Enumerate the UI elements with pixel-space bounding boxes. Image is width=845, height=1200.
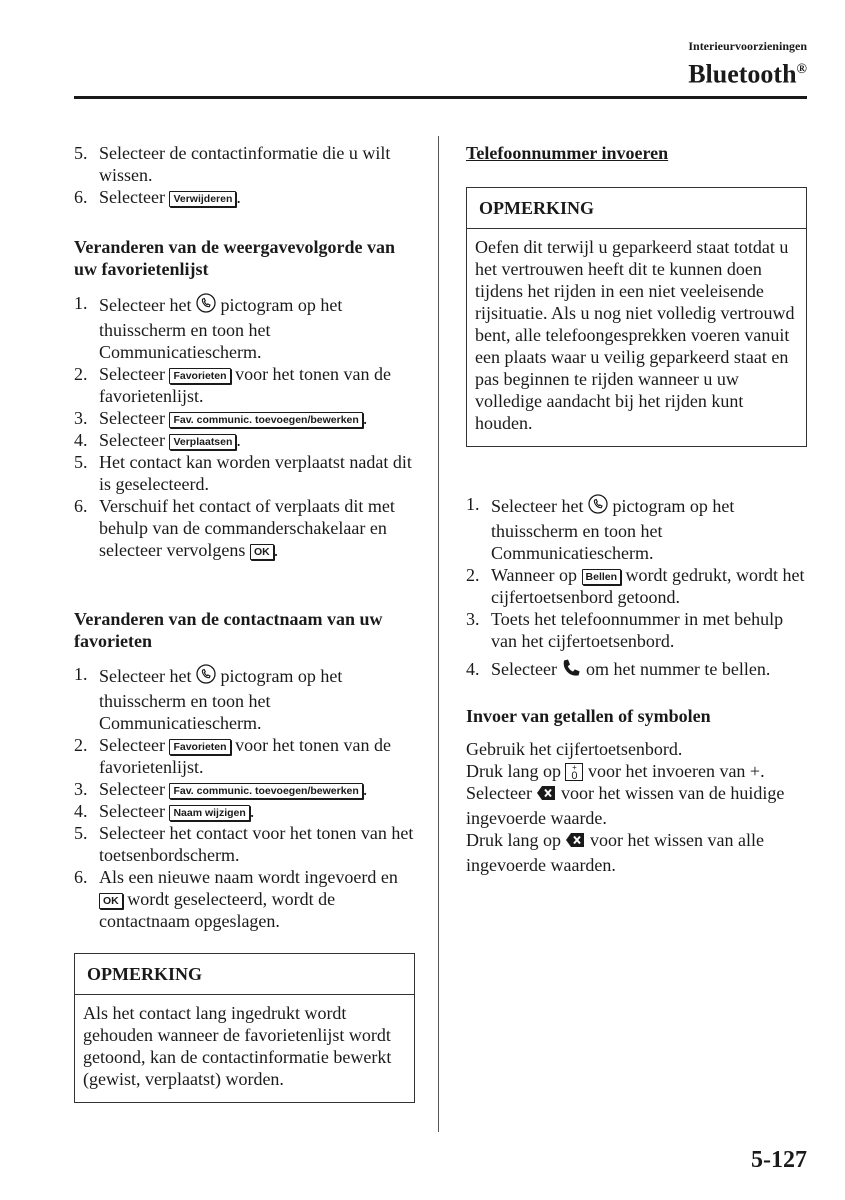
ok-button: OK — [250, 544, 274, 560]
step-text: . — [362, 779, 368, 799]
step-number: 3. — [466, 609, 480, 629]
step-text: Selecteer de contactinformatie die u wilt wissen. — [99, 143, 391, 185]
line-text: Druk lang op — [466, 761, 566, 781]
list-item — [466, 564, 806, 608]
list-item — [74, 407, 414, 429]
step-text: Als een nieuwe naam wordt ingevoerd en — [99, 867, 398, 887]
list-item — [74, 800, 414, 822]
step-number: 5. — [74, 823, 88, 843]
step-text: pictogram op het thuisscherm en toon het Communicatiescherm. — [99, 295, 343, 362]
list-item — [74, 495, 414, 561]
step-text: Selecteer — [99, 779, 170, 799]
page-title — [688, 54, 807, 91]
step-text: Wanneer op — [491, 565, 582, 585]
add-edit-favorites-button: Fav. communic. toevoegen/bewerken — [169, 783, 362, 799]
line-text: Selecteer — [466, 783, 537, 803]
line-text: voor het wissen van alle ingevoerde waarden. — [466, 830, 764, 875]
step-number: 3. — [74, 779, 88, 799]
step-number: 6. — [74, 867, 88, 887]
symbols-line — [466, 829, 806, 876]
step-text: Toets het telefoonnummer in met behulp van het cijfertoetsenbord. — [491, 609, 784, 651]
list-item — [74, 734, 414, 778]
step-number: 6. — [74, 187, 88, 207]
note-text: Oefen dit terwijl u geparkeerd staat totdat u het vertrouwen heeft dit te kunnen doen tijdens het rijden in een niet veeleisende rijsituatie. Als u nog niet volledig vertrouwd bent, alle telefoongesprekken voeren vanuit een plaats waar u veilig geparkeerd staat en pas beginnen te rijden wanneer u uw volledige aandacht bij het rijden kunt houden. — [475, 237, 795, 433]
list-item — [74, 363, 414, 407]
registered-mark: ® — [796, 62, 807, 77]
section-heading: Veranderen van de contactnaam van uw favorieten — [74, 609, 383, 651]
symbols-text — [466, 738, 806, 876]
phone-icon — [196, 292, 216, 319]
section-heading: Telefoonnummer invoeren — [466, 143, 669, 163]
delete-button: Verwijderen — [169, 191, 236, 207]
key-label: 0 — [571, 770, 578, 782]
list-item — [74, 778, 414, 800]
list-item — [466, 493, 806, 564]
list-item — [74, 186, 414, 208]
page-title-text: Bluetooth — [688, 59, 797, 89]
page-number: 5-127 — [751, 1147, 807, 1173]
note-title: OPMERKING — [75, 954, 414, 995]
step-text: wordt gedrukt, wordt het cijfertoetsenbord getoond. — [491, 565, 805, 607]
step-number: 1. — [466, 494, 480, 514]
step-number: 4. — [74, 801, 88, 821]
step-text: pictogram op het thuisscherm en toon het Communicatiescherm. — [99, 666, 343, 733]
step-number: 6. — [74, 496, 88, 516]
list-item — [74, 292, 414, 363]
column-divider — [438, 136, 439, 1132]
step-text: om het nummer te bellen. — [581, 659, 771, 679]
name-steps — [74, 663, 414, 932]
section-heading: Veranderen van de weergavevolgorde van uw favorietenlijst — [74, 237, 395, 279]
delete-steps — [74, 142, 414, 208]
line-text: voor het invoeren van +. — [583, 761, 765, 781]
step-text: Verschuif het contact of verplaats dit met behulp van de commanderschakelaar en selecteer vervolgens — [99, 496, 395, 560]
step-text: voor het tonen van de favorietenlijst. — [99, 364, 392, 406]
step-text: . — [236, 430, 241, 450]
line-text: Druk lang op — [466, 830, 566, 850]
step-text: . — [236, 187, 241, 207]
ok-button: OK — [99, 893, 123, 909]
step-text: Selecteer het — [99, 666, 196, 686]
favorites-button: Favorieten — [169, 368, 230, 384]
step-text: Selecteer — [99, 408, 170, 428]
step-text: Selecteer het contact voor het tonen van het toetsenbordscherm. — [99, 823, 414, 865]
list-item — [74, 866, 414, 932]
step-number: 5. — [74, 452, 88, 472]
step-text: wordt geselecteerd, wordt de contactnaam opgeslagen. — [99, 889, 336, 931]
step-number: 2. — [74, 364, 88, 384]
note-text: Als het contact lang ingedrukt wordt gehouden wanneer de favorietenlijst wordt getoond, kan de contactinformatie bewerkt (gewist, verplaatst) worden. — [83, 1003, 392, 1089]
section-heading: Invoer van getallen of symbolen — [466, 706, 711, 726]
list-item — [74, 142, 414, 186]
step-number: 2. — [466, 565, 480, 585]
add-edit-favorites-button: Fav. communic. toevoegen/bewerken — [169, 412, 362, 428]
step-number: 1. — [74, 664, 88, 684]
order-steps — [74, 292, 414, 561]
symbols-line — [466, 738, 806, 760]
note-title: OPMERKING — [467, 188, 806, 229]
symbols-line — [466, 782, 806, 829]
note-box — [74, 953, 415, 1103]
step-text: Selecteer het — [99, 295, 196, 315]
step-number: 4. — [466, 659, 480, 679]
list-item — [466, 608, 806, 652]
step-text: Selecteer — [99, 735, 170, 755]
rename-button: Naam wijzigen — [169, 805, 249, 821]
symbols-line — [466, 760, 806, 782]
favorites-button: Favorieten — [169, 739, 230, 755]
call-button: Bellen — [582, 569, 622, 585]
step-text: pictogram op het thuisscherm en toon het Communicatiescherm. — [491, 496, 735, 563]
step-number: 1. — [74, 293, 88, 313]
phone-icon — [588, 493, 608, 520]
list-item — [466, 658, 806, 683]
line-text: Gebruik het cijfertoetsenbord. — [466, 739, 683, 759]
step-text: Selecteer — [99, 187, 170, 207]
list-item — [74, 429, 414, 451]
handset-icon — [561, 658, 581, 683]
step-text: Het contact kan worden verplaatst nadat dit is geselecteerd. — [99, 452, 412, 494]
backspace-icon — [536, 784, 556, 807]
line-text: voor het wissen van de huidige ingevoerde waarde. — [466, 783, 785, 828]
step-text: . — [362, 408, 368, 428]
step-number: 2. — [74, 735, 88, 755]
step-text: Selecteer — [99, 430, 170, 450]
list-item — [74, 451, 414, 495]
zero-plus-key-icon: + 0 — [565, 763, 583, 781]
step-text: . — [249, 801, 255, 821]
phone-icon — [196, 663, 216, 690]
list-item — [74, 822, 414, 866]
step-text: Selecteer — [99, 801, 170, 821]
step-number: 4. — [74, 430, 88, 450]
step-text: Selecteer het — [491, 496, 588, 516]
header-rule — [74, 96, 807, 99]
phone-steps — [466, 493, 806, 683]
step-number: 5. — [74, 143, 88, 163]
step-text: . — [273, 540, 279, 560]
backspace-icon — [565, 831, 585, 854]
note-box — [466, 187, 807, 447]
move-button: Verplaatsen — [169, 434, 236, 450]
section-label: Interieurvoorzieningen — [688, 39, 807, 53]
step-text: voor het tonen van de favorietenlijst. — [99, 735, 392, 777]
step-number: 3. — [74, 408, 88, 428]
step-text: Selecteer — [491, 659, 562, 679]
list-item — [74, 663, 414, 734]
step-text: Selecteer — [99, 364, 170, 384]
